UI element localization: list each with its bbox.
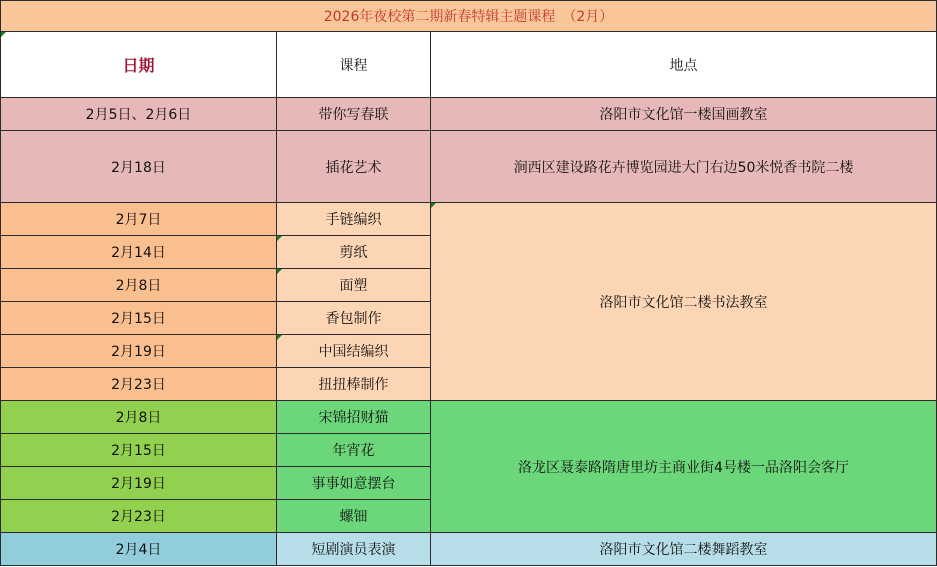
row-course: 年宵花	[277, 434, 431, 467]
row-date: 2月23日	[0, 500, 277, 533]
row-location: 洛阳市文化馆二楼舞蹈教室	[431, 533, 937, 566]
header-location: 地点	[431, 32, 937, 98]
row-location: 洛阳市文化馆一楼国画教室	[431, 98, 937, 131]
row-course: 螺钿	[277, 500, 431, 533]
row-course: 插花艺术	[277, 131, 431, 203]
row-course: 扭扭棒制作	[277, 368, 431, 401]
header-date: 日期	[0, 32, 277, 98]
row-course: 宋锦招财猫	[277, 401, 431, 434]
header-course: 课程	[277, 32, 431, 98]
row-course: 短剧演员表演	[277, 533, 431, 566]
row-course: 香包制作	[277, 302, 431, 335]
row-course: 带你写春联	[277, 98, 431, 131]
row-course: 中国结编织	[277, 335, 431, 368]
row-date: 2月15日	[0, 434, 277, 467]
row-location: 涧西区建设路花卉博览园进大门右边50米悦香书院二楼	[431, 131, 937, 203]
row-date: 2月8日	[0, 401, 277, 434]
row-course: 事事如意摆台	[277, 467, 431, 500]
merged-location-calligraphy-room: 洛阳市文化馆二楼书法教室	[431, 203, 937, 401]
row-date: 2月8日	[0, 269, 277, 302]
merged-location-guest-hall: 洛龙区聂泰路隋唐里坊主商业街4号楼一品洛阳会客厅	[431, 401, 937, 533]
row-date: 2月4日	[0, 533, 277, 566]
row-date: 2月14日	[0, 236, 277, 269]
row-date: 2月15日	[0, 302, 277, 335]
table-title: 2026年夜校第二期新春特辑主题课程 （2月）	[0, 0, 937, 32]
row-date: 2月19日	[0, 467, 277, 500]
row-date: 2月19日	[0, 335, 277, 368]
row-course: 手链编织	[277, 203, 431, 236]
row-course: 面塑	[277, 269, 431, 302]
row-date: 2月7日	[0, 203, 277, 236]
row-date: 2月5日、2月6日	[0, 98, 277, 131]
row-date: 2月18日	[0, 131, 277, 203]
row-date: 2月23日	[0, 368, 277, 401]
row-course: 剪纸	[277, 236, 431, 269]
